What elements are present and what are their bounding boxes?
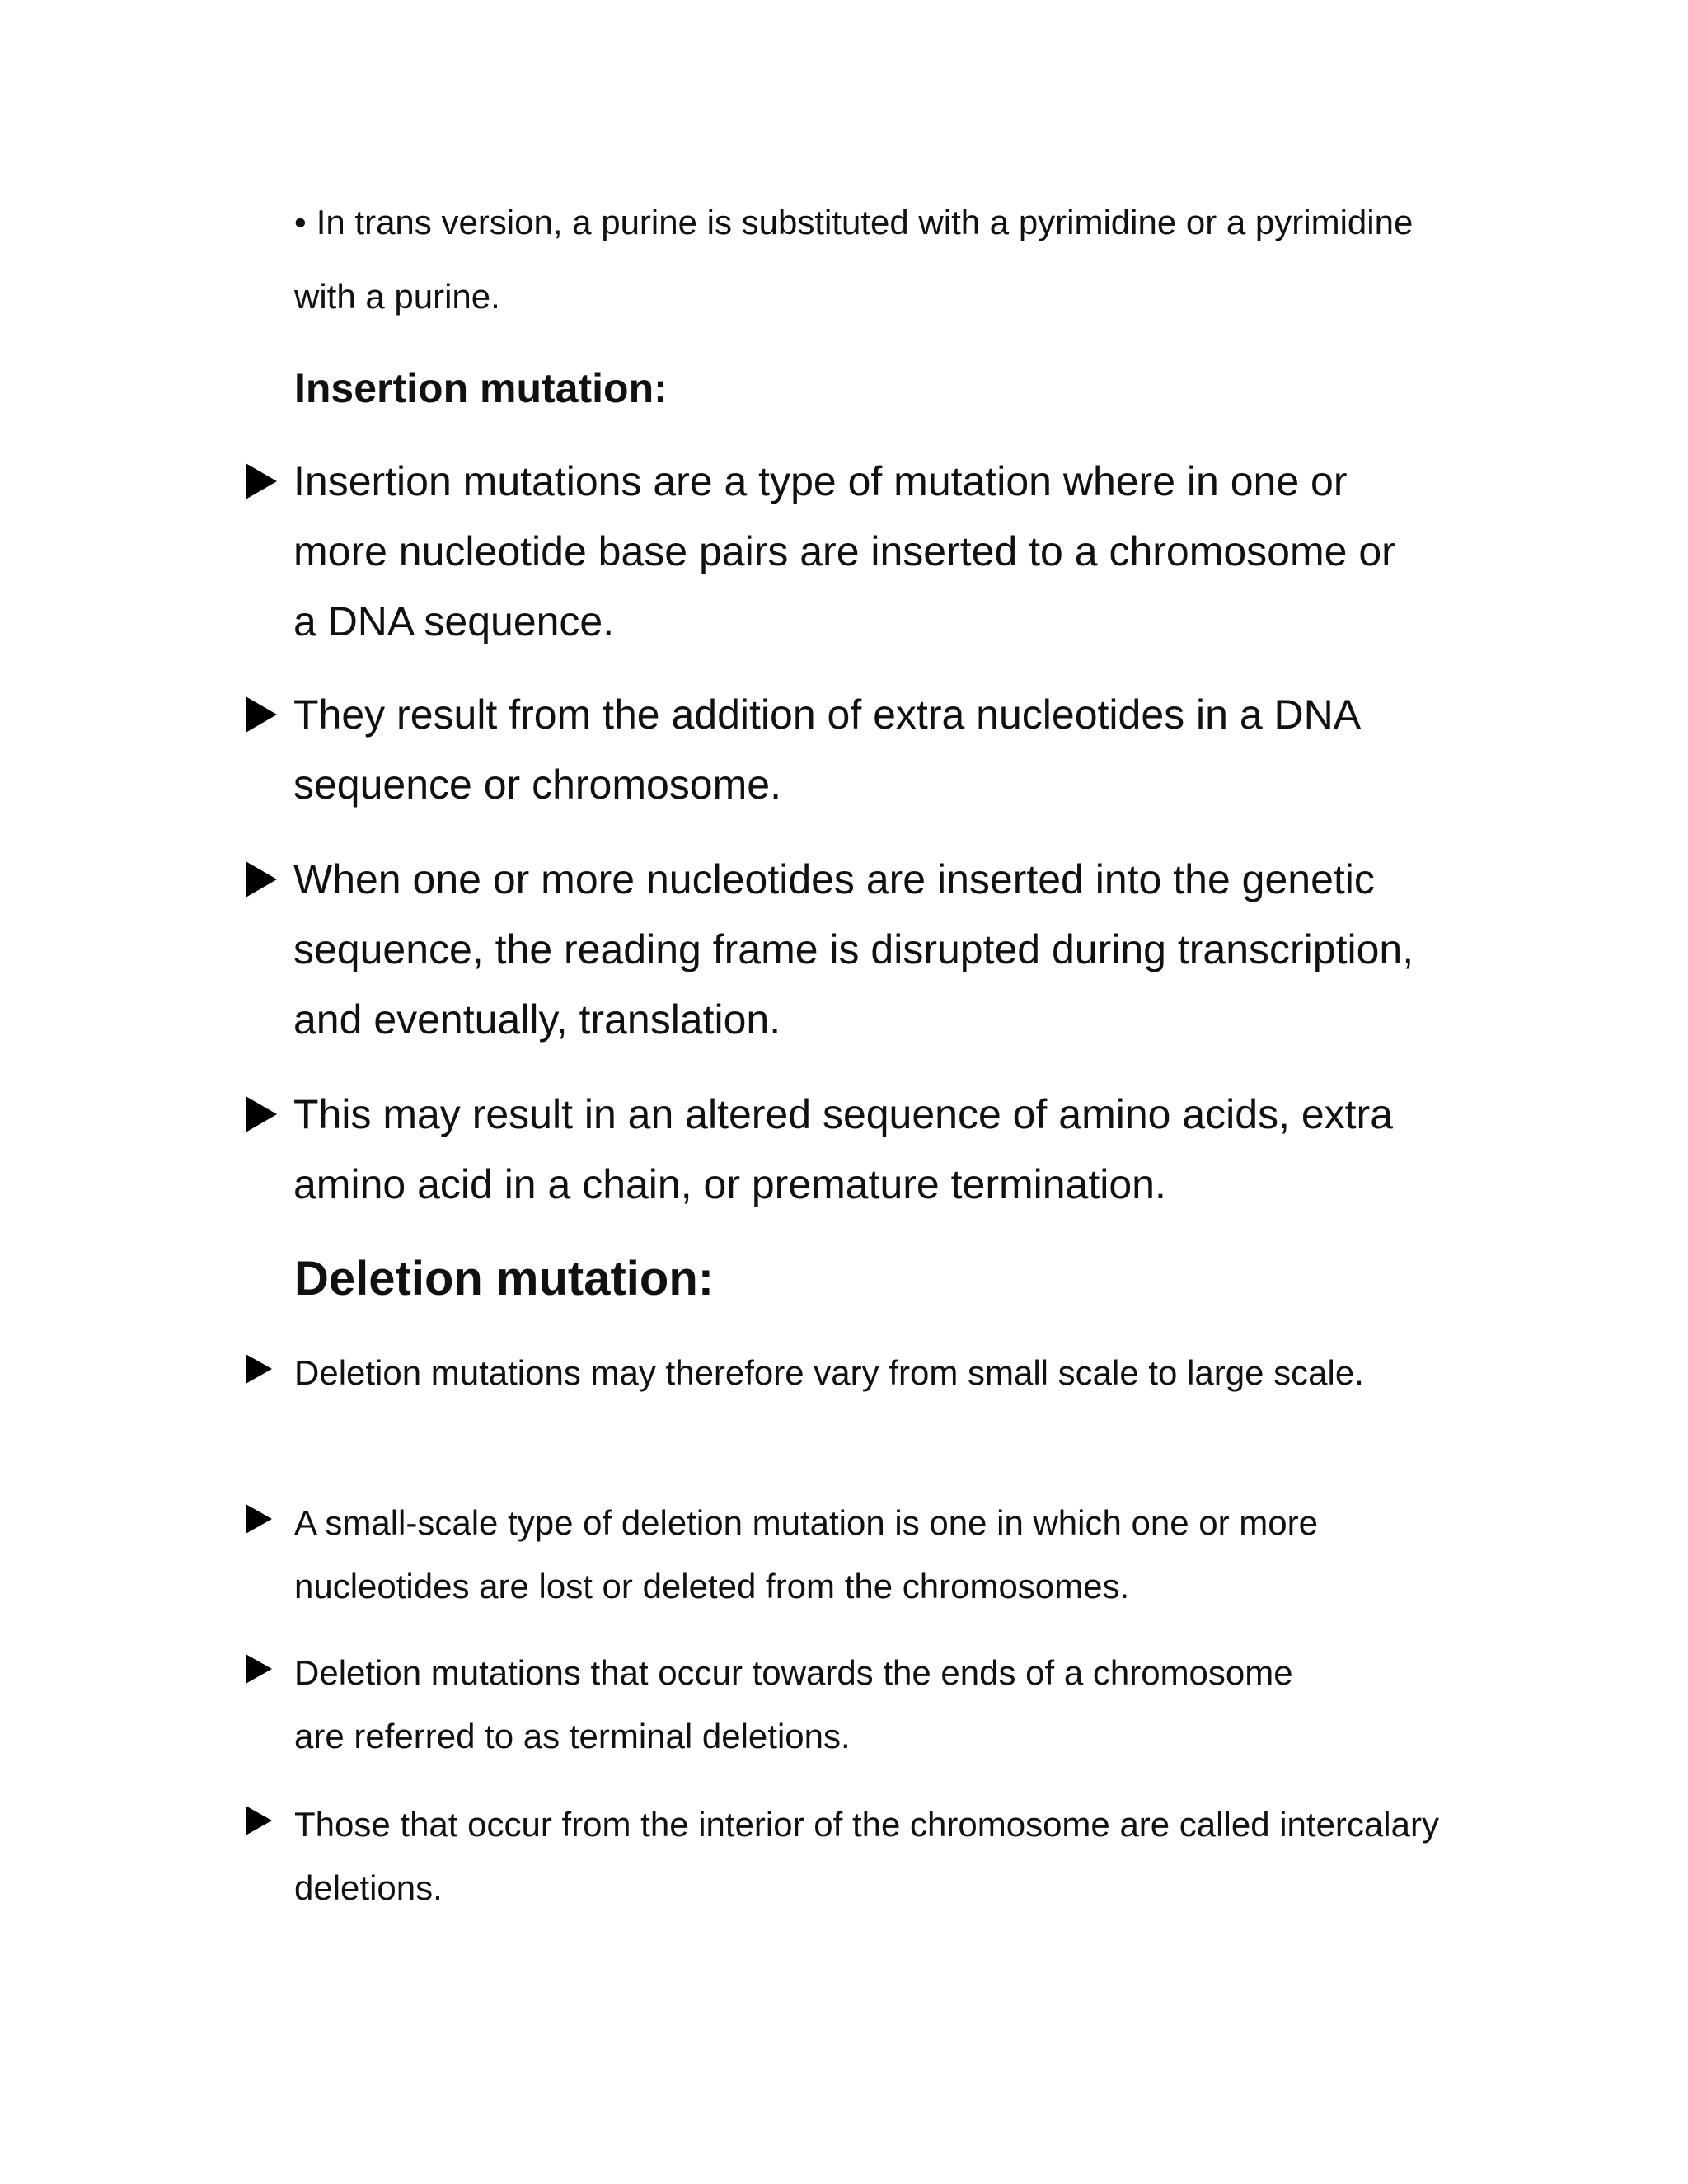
deletion-heading: Deletion mutation:	[294, 1252, 715, 1305]
deletion-item-text: Those that occur from the interior of the chromosome are called intercalary deletions.	[294, 1805, 1439, 1907]
triangle-bullet-icon	[246, 1354, 272, 1384]
insertion-list-item	[246, 680, 1498, 820]
deletion-list-item	[246, 1793, 1457, 1919]
deletion-item-text: Deletion mutations that occur towards the ends of a chromosome are referred to as terminal deletions.	[294, 1653, 1293, 1755]
insertion-list-item	[246, 1080, 1449, 1220]
deletion-list-item	[246, 1491, 1416, 1618]
triangle-bullet-icon	[246, 1504, 272, 1534]
triangle-bullet-icon	[246, 1096, 277, 1132]
insertion-list-item	[246, 447, 1416, 657]
deletion-list-item	[246, 1341, 1457, 1404]
deletion-item-text: Deletion mutations may therefore vary from small scale to large scale.	[294, 1353, 1364, 1392]
triangle-bullet-icon	[246, 861, 277, 898]
triangle-bullet-icon	[246, 1806, 272, 1835]
deletion-list-item	[246, 1641, 1342, 1768]
insertion-item-text: This may result in an altered sequence of amino acids, extra amino acid in a chain, or premature termination.	[293, 1091, 1394, 1207]
triangle-bullet-icon	[246, 463, 277, 499]
triangle-bullet-icon	[246, 1654, 272, 1684]
insertion-list-item	[246, 845, 1441, 1055]
deletion-item-text: A small-scale type of deletion mutation is one in which one or more nucleotides are lost or deleted from the chromosomes.	[294, 1503, 1318, 1605]
insertion-item-text: Insertion mutations are a type of mutation where in one or more nucleotide base pairs are inserted to a chromosome or a DNA sequence.	[293, 458, 1395, 644]
transversion-paragraph	[294, 185, 1448, 334]
insertion-item-text: When one or more nucleotides are inserted into the genetic sequence, the reading frame is disrupted during transcription, and eventually, translation.	[293, 856, 1414, 1043]
round-bullet-icon: •	[294, 203, 307, 241]
triangle-bullet-icon	[246, 696, 277, 733]
insertion-item-text: They result from the addition of extra nucleotides in a DNA sequence or chromosome.	[293, 691, 1359, 808]
transversion-text: In trans version, a purine is substituted with a pyrimidine or a pyrimidine with a purine.	[294, 203, 1414, 316]
insertion-heading: Insertion mutation:	[294, 365, 668, 411]
